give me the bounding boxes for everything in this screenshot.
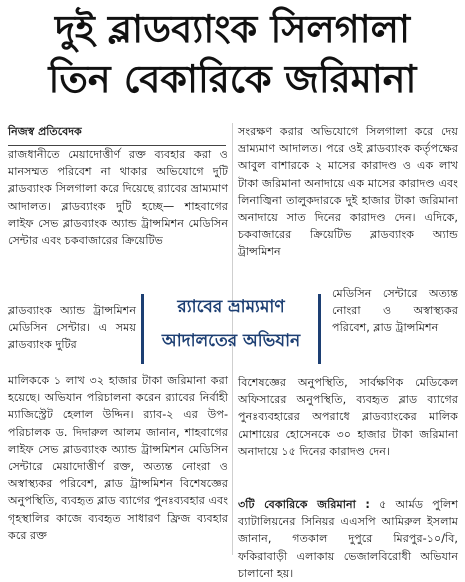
article-column-right-bottom [238, 374, 458, 494]
article-paragraph: মেডিসিন সেন্টারে অত্যন্ত নোংরা ও অস্বাস্থ্যকর পরিবেশ, ব্লাড ট্রান্সমিশন [332, 287, 458, 335]
pull-quote [141, 290, 321, 368]
article-text: ৫ আর্মড পুলিশ ব্যাটালিয়নের সিনিয়র এএসপি আমিরুল ইসলাম জানান, গতকাল দুপুরে মিরপুর-১০/বি, ফকিরাবাড়ী এলাকায় ভেজালবিরোধী অভিযান চালানো হয়। [238, 498, 458, 580]
article-paragraph: ব্লাডব্যাংক অ্যান্ড ট্রান্সমিশন মেডিসিন সেন্টার। এ সময় ব্লাডব্যাংক দুটির [8, 304, 136, 352]
pull-quote-line-1: র‍্যাবের ভ্রাম্যমাণ [177, 297, 285, 317]
article-column-right-top [238, 123, 458, 274]
byline: নিজস্ব প্রতিবেদক [8, 123, 226, 146]
headline-line-2: তিন বেকারিকে জরিমানা [48, 57, 417, 101]
article-column-left-narrow [8, 302, 136, 372]
article-column-right-last [238, 496, 458, 580]
article-paragraph: বিশেষজ্ঞের অনুপস্থিতি, সার্বক্ষণিক মেডিকেল অফিসারের অনুপস্থিতি, ব্যবহৃত ব্লাড ব্যাগের পুনঃব্যবহারের অপরাধে ব্লাডব্যাংকের মালিক মোশায়ের হোসেনকে ৩০ হাজার টাকা জরিমানা অনাদায়ে ১৫ দিনের কারাদণ্ড দেন। [238, 376, 458, 458]
article-paragraph: মালিককে ১ লাখ ৩২ হাজার টাকা জরিমানা করা হয়েছে। অভিযান পরিচালনা করেন র‍্যাবের নির্বাহী ম্যাজিস্ট্রেট হেলাল উদ্দিন। র‍্যাব-২ এর উপ-পরিচালক ড. দিদারুল আলম জানান, শাহবাগের লাইফ সেভ ব্লাডব্যাংক অ্যান্ড ট্রান্সমিশন মেডিসিন সেন্টারে মেয়াদোত্তীর্ণ রক্ত, অত্যন্ত নোংরা ও অস্বাস্থ্যকর পরিবেশ, ব্লাড ট্রান্সমিশন বিশেষজ্ঞের অনুপস্থিতি, ব্যবহৃত ব্লাড ব্যাগের পুনঃব্যবহার এবং গৃহস্থালির কাজে ব্যবহৃত সাধারণ ফ্রিজ ব্যবহার করে রক্ত [8, 374, 229, 542]
pull-quote-line-2: আদালতের অভিযান [161, 331, 301, 351]
article-paragraph: রাজধানীতে মেয়াদোত্তীর্ণ রক্ত ব্যবহার করা ও মানসম্মত পরিবেশ না থাকার অভিযোগে দুটি ব্লাডব্যাংক সিলগালা করে দিয়েছে র‍্যাবের ভ্রাম্যমাণ আদালত। ব্লাডব্যাংক দুটি হচ্ছে— শাহবাগের লাইফ সেভ ব্লাডব্যাংক অ্যান্ড ট্রান্সমিশন মেডিসিন সেন্টার এবং চকবাজারের ক্রিয়েটিভ [8, 148, 228, 248]
article-column-left-bottom [8, 372, 228, 556]
headline [0, 4, 465, 104]
article-paragraph: সংরক্ষণ করার অভিযোগে সিলগালা করে দেয় ভ্রাম্যমাণ আদালত। পরে ওই ব্লাডব্যাংক কর্তৃপক্ষের আবুল বাশারকে ২ মাসের কারাদণ্ড ও এক লাখ টাকা জরিমানা অনাদায়ে এক মাসের কারাদণ্ড এবং লিনাজ্বিনা তালুকদারকে দুই হাজার টাকা জরিমানা অনাদায়ে সাত দিনের কারাদণ্ড দেন। এদিকে, চকবাজারের ক্রিয়েটিভ ব্লাডব্যাংক অ্যান্ড ট্রান্সমিশন [238, 125, 458, 259]
headline-line-1: দুই ব্লাডব্যাংক সিলগালা [54, 7, 411, 51]
article-column-left-top [8, 146, 228, 300]
article-column-right-narrow [332, 285, 458, 373]
subhead-bakery-fine: ৩টি বেকারিকে জরিমানা : [238, 498, 370, 511]
article-paragraph [238, 496, 458, 582]
